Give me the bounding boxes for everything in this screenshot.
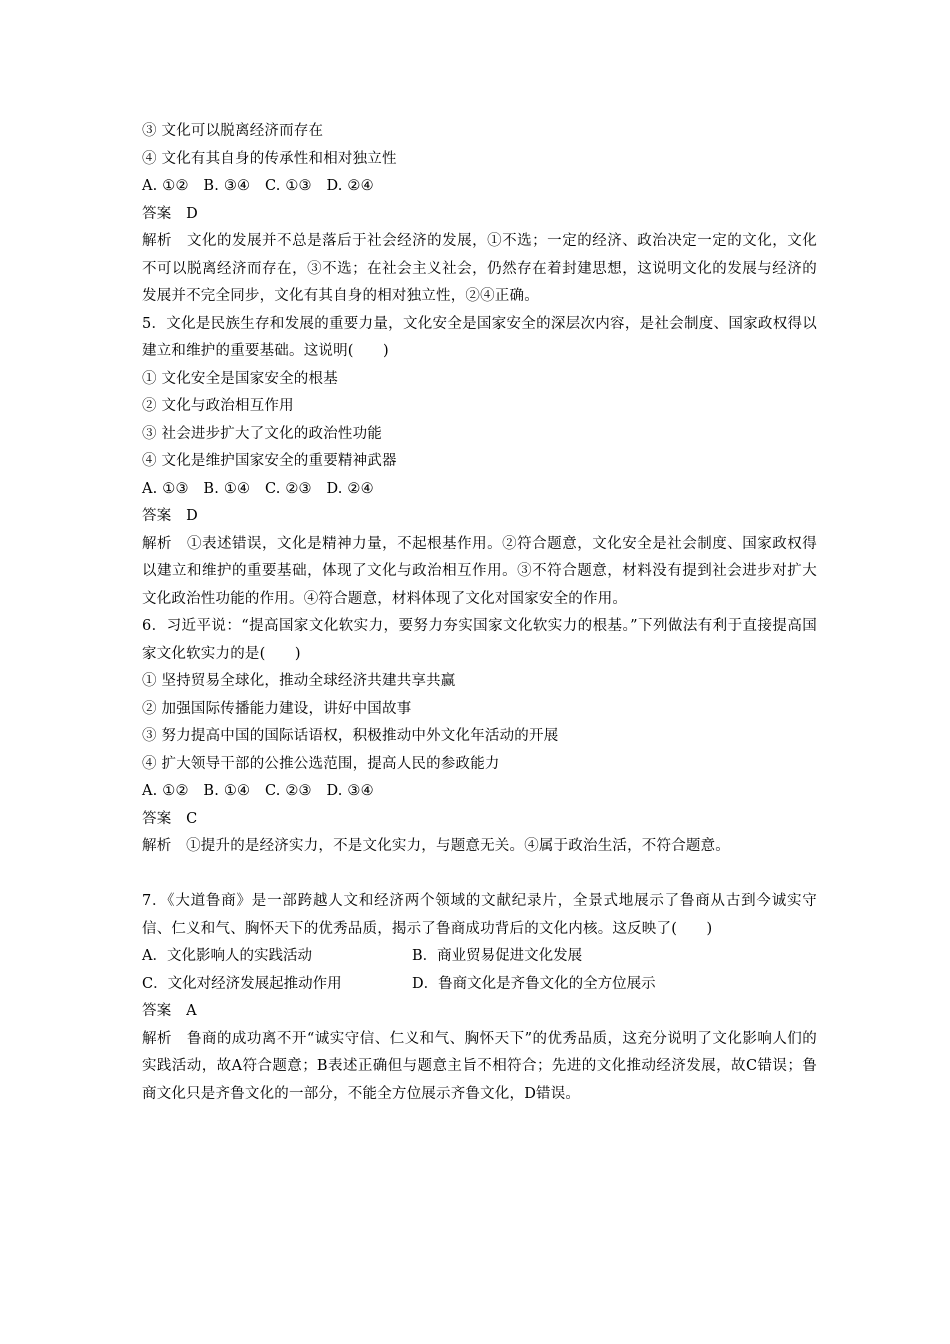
question-7-option-d: D．鲁商文化是齐鲁文化的全方位展示 (412, 975, 656, 992)
question-6-item-4: ④ 扩大领导干部的公推公选范围，提高人民的参政能力 (142, 755, 500, 772)
question-7-stem: 7．《大道鲁商》是一部跨越人文和经济两个领域的文献纪录片，全景式地展示了鲁商从古到今诚实守信、仁义和气、胸怀天下的优秀品质，揭示了鲁商成功背后的文化内核。这反映了( ) (142, 893, 817, 937)
question-4-item-3: ③ 文化可以脱离经济而存在 (142, 123, 324, 139)
document-page (142, 118, 817, 1108)
question-5-item-3: ③ 社会进步扩大了文化的政治性功能 (142, 425, 383, 442)
question-7-answer: 答案 A (142, 1003, 197, 1019)
question-5-stem: 5．文化是民族生存和发展的重要力量，文化安全是国家安全的深层次内容，是社会制度、国家政权得以建立和维护的重要基础。这说明( ) (142, 315, 817, 359)
question-5-analysis: 解析 ①表述错误，文化是精神力量，不起根基作用。②符合题意，文化安全是社会制度、国家政权得以建立和维护的重要基础，体现了文化与政治相互作用。③不符合题意，材料没有提到社会进步对扩大文化政治性功能的作用。④符合题意，材料体现了文化对国家安全的作用。 (142, 535, 817, 607)
question-7-options-row-2 (142, 971, 817, 999)
question-7-option-b: B．商业贸易促进文化发展 (412, 948, 583, 964)
question-5-item-2: ② 文化与政治相互作用 (142, 398, 294, 414)
question-4-item-4: ④ 文化有其自身的传承性和相对独立性 (142, 150, 397, 167)
question-5-item-4: ④ 文化是维护国家安全的重要精神武器 (142, 453, 397, 469)
question-4-answer: 答案 D (142, 205, 198, 222)
question-5-options: A. ①③ B. ①④ C. ②③ D. ②④ (142, 480, 374, 497)
question-7 (142, 888, 817, 1108)
question-6-item-1: ① 坚持贸易全球化，推动全球经济共建共享共赢 (142, 673, 456, 689)
question-5 (142, 311, 817, 614)
question-5-answer: 答案 D (142, 508, 198, 524)
question-7-option-c: C．文化对经济发展起推动作用 (142, 975, 342, 992)
question-6-options: A. ①② B. ①④ C. ②③ D. ③④ (142, 783, 374, 799)
question-5-item-1: ① 文化安全是国家安全的根基 (142, 370, 338, 387)
question-6 (142, 613, 817, 861)
question-4 (142, 118, 817, 311)
blank-line (142, 861, 817, 889)
question-4-analysis: 解析 文化的发展并不总是落后于社会经济的发展，①不选；一定的经济、政治决定一定的文化，文化不可以脱离经济而存在，③不选；在社会主义社会，仍然存在着封建思想，这说明文化的发展与经济的发展并不完全同步，文化有其自身的相对独立性，②④正确。 (142, 233, 817, 304)
question-6-stem: 6．习近平说：“提高国家文化软实力，要努力夯实国家文化软实力的根基。”下列做法有利于直接提高国家文化软实力的是( ) (142, 618, 817, 662)
question-4-options: A. ①② B. ③④ C. ①③ D. ②④ (142, 178, 374, 194)
question-6-answer: 答案 C (142, 810, 198, 827)
question-6-item-2: ② 加强国际传播能力建设，讲好中国故事 (142, 700, 412, 717)
question-7-analysis: 解析 鲁商的成功离不开“诚实守信、仁义和气、胸怀天下”的优秀品质，这充分说明了文化影响人们的实践活动，故A符合题意；B表述正确但与题意主旨不相符合；先进的文化推动经济发展，故C错误；鲁商文化只是齐鲁文化的一部分，不能全方位展示齐鲁文化，D错误。 (142, 1030, 817, 1102)
question-7-option-a: A．文化影响人的实践活动 (142, 948, 312, 964)
question-7-options-row-1 (142, 943, 817, 971)
question-6-item-3: ③ 努力提高中国的国际话语权，积极推动中外文化年活动的开展 (142, 728, 559, 744)
question-6-analysis: 解析 ①提升的是经济实力，不是文化实力，与题意无关。④属于政治生活，不符合题意。 (142, 838, 730, 854)
